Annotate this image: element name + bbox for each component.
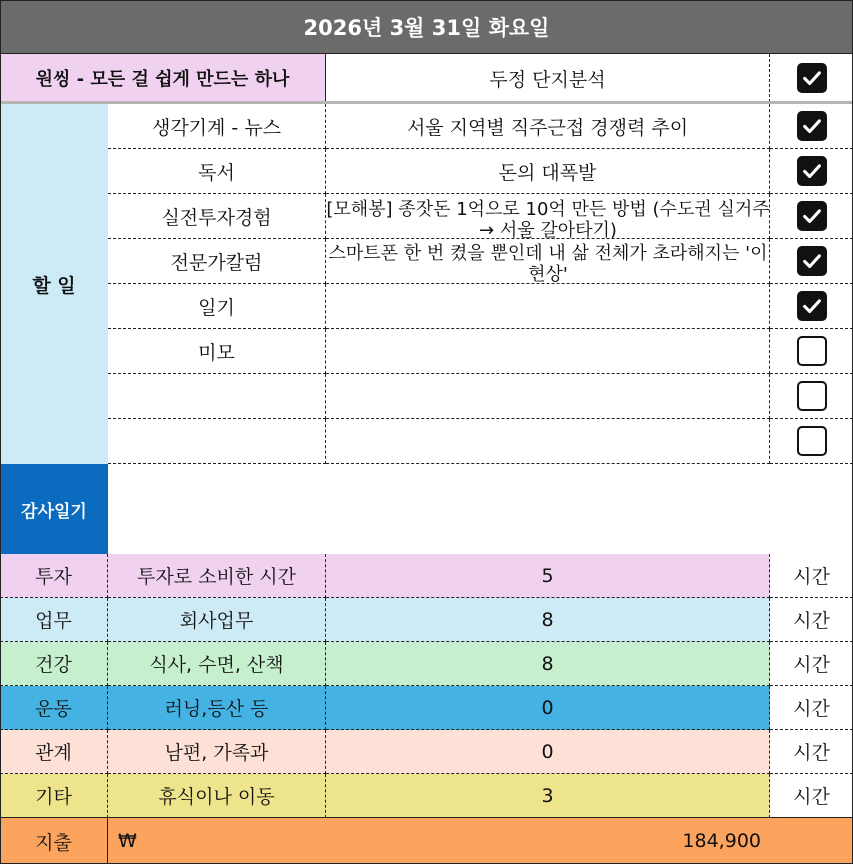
todo-check-cell[interactable] — [770, 239, 853, 284]
time-unit: 시간 — [770, 598, 853, 642]
checkbox-checked-icon[interactable] — [797, 156, 827, 186]
time-unit: 시간 — [770, 642, 853, 686]
time-description: 투자로 소비한 시간 — [108, 554, 326, 598]
todo-content[interactable]: 돈의 대폭발 — [326, 149, 770, 194]
todo-section-label: 할 일 — [0, 104, 108, 464]
todo-check-cell[interactable] — [770, 284, 853, 329]
todo-overflow-text-column: 스마트폰 한 번 켰을 뿐인데 내 삶 전체가 초라해지는 '이 현상' — [328, 243, 768, 285]
one-thing-value[interactable]: 두정 단지분석 — [326, 54, 770, 102]
one-thing-label: 원씽 - 모든 걸 쉽게 만드는 하나 — [0, 54, 326, 102]
todo-check-cell[interactable] — [770, 104, 853, 149]
todo-category: 일기 — [108, 284, 326, 329]
time-hours[interactable]: 5 — [326, 554, 770, 598]
time-area-label: 업무 — [0, 598, 108, 642]
time-description: 회사업무 — [108, 598, 326, 642]
time-area-label: 건강 — [0, 642, 108, 686]
checkbox-empty-icon[interactable] — [797, 336, 827, 366]
time-unit: 시간 — [770, 774, 853, 818]
time-description: 식사, 수면, 산책 — [108, 642, 326, 686]
todo-category: 미모 — [108, 329, 326, 374]
todo-category: 생각기계 - 뉴스 — [108, 104, 326, 149]
checkbox-checked-icon[interactable] — [797, 201, 827, 231]
checkbox-checked-icon[interactable] — [797, 291, 827, 321]
time-unit: 시간 — [770, 730, 853, 774]
time-hours[interactable]: 0 — [326, 686, 770, 730]
todo-category — [108, 419, 326, 464]
time-hours[interactable]: 3 — [326, 774, 770, 818]
time-area-label: 관계 — [0, 730, 108, 774]
todo-check-cell[interactable] — [770, 149, 853, 194]
todo-category: 전문가칼럼 — [108, 239, 326, 284]
time-hours[interactable]: 8 — [326, 598, 770, 642]
expense-value-cell[interactable] — [108, 818, 853, 864]
time-description: 휴식이나 이동 — [108, 774, 326, 818]
todo-check-cell[interactable] — [770, 374, 853, 419]
todo-category — [108, 374, 326, 419]
expense-amount[interactable]: 184,900 — [682, 830, 761, 852]
todo-check-cell[interactable] — [770, 194, 853, 239]
todo-category: 독서 — [108, 149, 326, 194]
todo-content[interactable] — [326, 329, 770, 374]
todo-check-cell[interactable] — [770, 419, 853, 464]
time-area-label: 운동 — [0, 686, 108, 730]
time-hours[interactable]: 0 — [326, 730, 770, 774]
time-hours[interactable]: 8 — [326, 642, 770, 686]
one-thing-check-cell[interactable] — [770, 54, 853, 102]
todo-content[interactable]: 서울 지역별 직주근접 경쟁력 추이 — [326, 104, 770, 149]
time-area-label: 투자 — [0, 554, 108, 598]
todo-overflow-text-investment: [모해봉] 종잣돈 1억으로 10억 만든 방법 (수도권 실거주 → 서울 갈아타기) — [326, 199, 770, 241]
time-description: 러닝,등산 등 — [108, 686, 326, 730]
checkbox-empty-icon[interactable] — [797, 381, 827, 411]
checkbox-checked-icon[interactable] — [797, 63, 827, 93]
time-area-label: 기타 — [0, 774, 108, 818]
expense-label: 지출 — [0, 818, 108, 864]
todo-content[interactable] — [326, 194, 770, 239]
checkbox-empty-icon[interactable] — [797, 426, 827, 456]
todo-content[interactable] — [326, 284, 770, 329]
todo-content[interactable] — [326, 419, 770, 464]
checkbox-checked-icon[interactable] — [797, 111, 827, 141]
todo-category: 실전투자경험 — [108, 194, 326, 239]
todo-content[interactable] — [326, 374, 770, 419]
time-description: 남편, 가족과 — [108, 730, 326, 774]
todo-content[interactable] — [326, 239, 770, 284]
gratitude-label: 감사일기 — [0, 464, 108, 554]
time-unit: 시간 — [770, 686, 853, 730]
date-header[interactable]: 2026년 3월 31일 화요일 — [0, 0, 853, 54]
gratitude-content[interactable] — [108, 464, 853, 554]
currency-symbol: ₩ — [118, 830, 137, 852]
time-unit: 시간 — [770, 554, 853, 598]
checkbox-checked-icon[interactable] — [797, 246, 827, 276]
todo-check-cell[interactable] — [770, 329, 853, 374]
